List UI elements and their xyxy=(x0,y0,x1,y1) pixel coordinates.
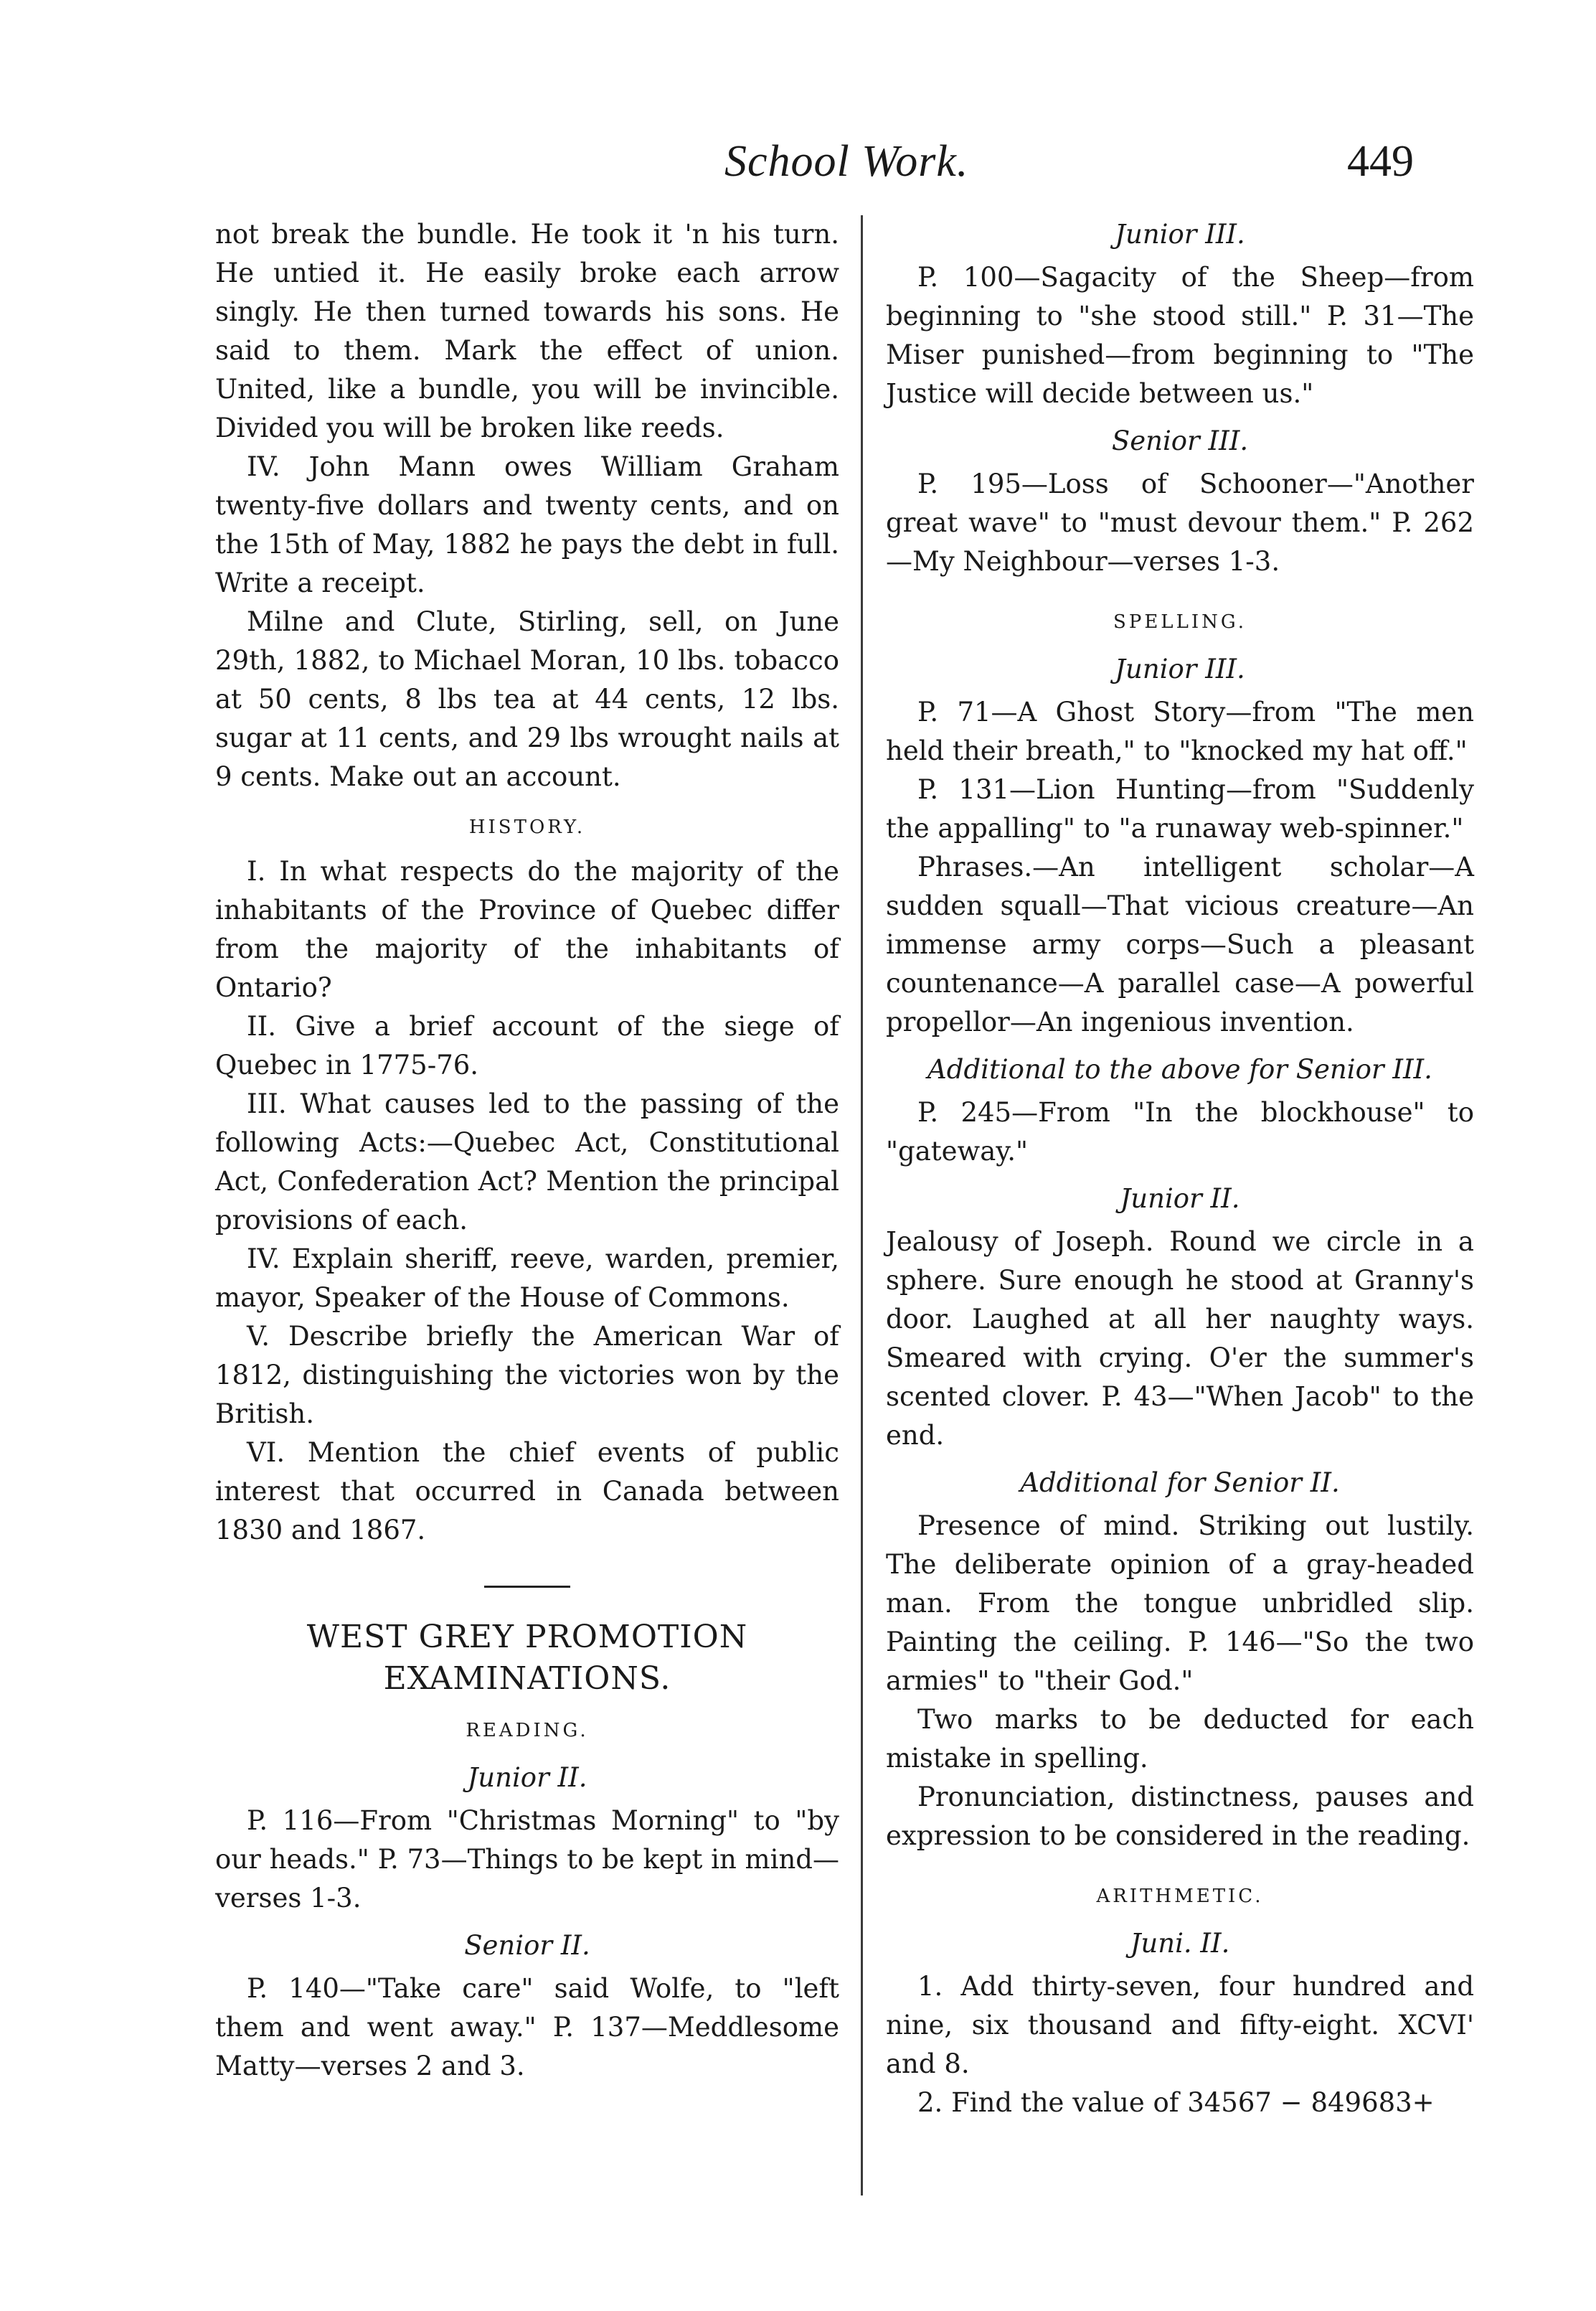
left-column xyxy=(215,215,839,2086)
spelling-item-1: P. 71—A Ghost Story—from "The men held their breath," to "knocked my hat off." xyxy=(886,697,1474,766)
additional-senior-iii-text: P. 245—From "In the blockhouse" to "gateway." xyxy=(886,1097,1474,1167)
page-number: 449 xyxy=(1347,137,1414,186)
history-question-6: VI. Mention the chief events of public interest that occurred in Canada between 1830 and 1867. xyxy=(215,1437,839,1545)
paragraph-account-question: Milne and Clute, Stirling, sell, on June 29th, 1882, to Michael Moran, 10 lbs. tobacco at 50 cents, 8 lbs tea at 44 cents, 12 lbs. sugar at 11 cents, and 29 lbs wrought nails at 9 cents. Make out an account. xyxy=(215,606,839,792)
pronunciation-note: Pronunciation, distinctness, pauses and expression to be considered in the reading. xyxy=(886,1782,1474,1851)
section-separator xyxy=(484,1586,570,1588)
spelling-junior-ii-subheading: Junior II. xyxy=(1120,1183,1240,1214)
junior-ii-subheading: Junior II. xyxy=(467,1762,587,1793)
west-grey-title: WEST GREY PROMOTION EXAMINATIONS. xyxy=(306,1619,748,1697)
arithmetic-question-1: 1. Add thirty-seven, four hundred and nine, six thousand and fifty-eight. XCVI' and 8. xyxy=(886,1971,1474,2079)
column-divider xyxy=(861,215,863,2195)
senior-iii-subheading: Senior III. xyxy=(1111,425,1249,456)
history-question-3: III. What causes led to the passing of the following Acts:—Quebec Act, Constitutional Act, Confederation Act? Mention the principal provisions of each. xyxy=(215,1088,839,1235)
junior-ii-reading: P. 116—From "Christmas Morning" to "by our heads." P. 73—Things to be kept in mind—verses 1-3. xyxy=(215,1805,839,1914)
paragraph-receipt-question: IV. John Mann owes William Graham twenty-five dollars and twenty cents, and on the 15th of May, 1882 he pays the debt in full. Write a receipt. xyxy=(215,451,839,598)
right-column xyxy=(886,215,1474,2122)
spelling-phrases: Phrases.—An intelligent scholar—A sudden squall—That vicious creature—An immense army corps—Such a pleasant countenance—A parallel case—A powerful propellor—An ingenious invention. xyxy=(886,852,1474,1037)
spelling-item-2: P. 131—Lion Hunting—from "Suddenly the appalling" to "a runaway web-spinner." xyxy=(886,774,1474,844)
running-title: School Work. xyxy=(724,137,969,186)
paragraph-bundle-fable: not break the bundle. He took it 'n his turn. He untied it. He easily broke each arrow singly. He then turned towards his sons. He said to them. Mark the effect of union. United, like a bundle, you will be invincible. Divided you will be broken like reeds. xyxy=(215,219,839,443)
senior-ii-reading: P. 140—"Take care" said Wolfe, to "left them and went away." P. 137—Meddlesome Matty—verses 2 and 3. xyxy=(215,1973,839,2081)
senior-iii-reading: P. 195—Loss of Schooner—"Another great wave" to "must devour them." P. 262—My Neighbour—verses 1-3. xyxy=(886,469,1474,577)
spelling-junior-iii-subheading: Junior III. xyxy=(1115,654,1245,684)
additional-senior-ii-subheading: Additional for Senior II. xyxy=(1020,1467,1340,1498)
marks-note: Two marks to be deducted for each mistake in spelling. xyxy=(886,1704,1474,1774)
additional-senior-iii-subheading: Additional to the above for Senior III. xyxy=(927,1054,1432,1085)
reading-heading: READING. xyxy=(466,1720,589,1741)
junior-iii-subheading: Junior III. xyxy=(1115,219,1245,250)
senior-ii-subheading: Senior II. xyxy=(464,1930,590,1961)
history-heading: HISTORY. xyxy=(468,816,586,838)
arithmetic-question-2: 2. Find the value of 34567 − 849683+ xyxy=(917,2087,1435,2118)
history-question-2: II. Give a brief account of the siege of Quebec in 1775-76. xyxy=(215,1011,839,1081)
additional-senior-ii-text: Presence of mind. Striking out lustily. The deliberate opinion of a gray-headed man. From the tongue unbridled slip. Painting the ceiling. P. 146—"So the two armies" to "their God." xyxy=(886,1510,1474,1696)
spelling-junior-ii-text: Jealousy of Joseph. Round we circle in a sphere. Sure enough he stood at Granny's door. Laughed at all her naughty ways. Smeared with crying. O'er the summer's scented clover. P. 43—"When Jacob" to the end. xyxy=(886,1226,1474,1451)
history-question-4: IV. Explain sheriff, reeve, warden, premier, mayor, Speaker of the House of Commons. xyxy=(215,1243,839,1313)
history-question-1: I. In what respects do the majority of the inhabitants of the Province of Quebec differ from the majority of the inhabitants of Ontario? xyxy=(215,856,839,1003)
arithmetic-heading: ARITHMETIC. xyxy=(1096,1886,1264,1907)
history-question-5: V. Describe briefly the American War of 1812, distinguishing the victories won by the British. xyxy=(215,1321,839,1429)
junior-iii-reading: P. 100—Sagacity of the Sheep—from beginning to "she stood still." P. 31—The Miser punished—from beginning to "The Justice will decide between us." xyxy=(886,262,1474,409)
page-header xyxy=(0,136,1596,201)
spelling-heading: SPELLING. xyxy=(1113,611,1247,633)
arithmetic-junior-subheading: Juni. II. xyxy=(1130,1928,1230,1959)
